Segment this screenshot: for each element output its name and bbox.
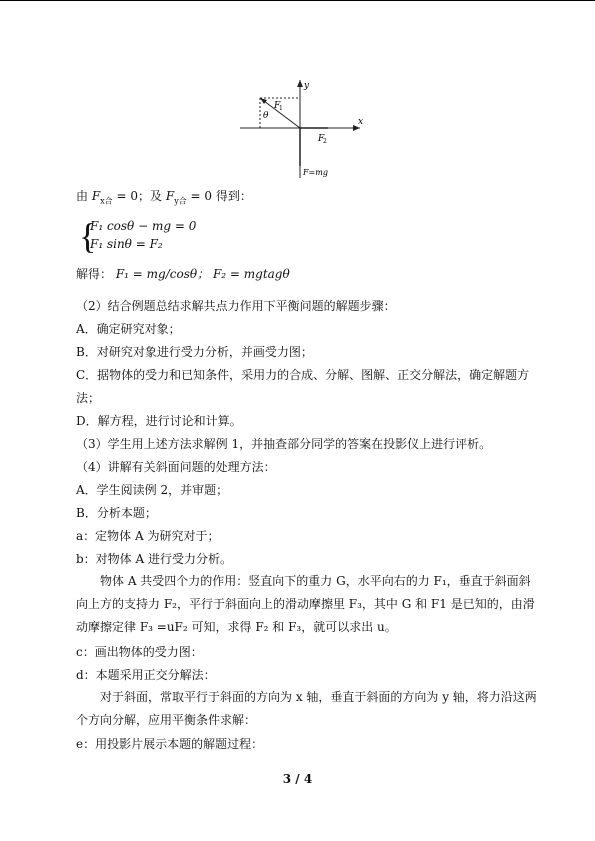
- paragraph-forces: 物体 A 共受四个力的作用：竖直向下的重力 G，水平向右的力 F₁，垂直于斜面斜向上方的支持力 F₂，平行于斜面向上的滑动摩擦里 F₃，其中 G 和 F1 是已知的，由滑动摩擦定律 F₃ =uF₂ 可知，求得 F₂ 和 F₃，就可以求出 u。: [76, 574, 535, 634]
- text-line-c: c：画出物体的受力图：: [76, 645, 203, 659]
- force-diagram: [240, 78, 370, 180]
- text-line: C．据物体的受力和已知条件，采用力的合成、分解、图解、正交分解法，确定解题方: [76, 368, 530, 382]
- f2-sub: 2: [323, 138, 327, 145]
- x-axis-label: x: [358, 117, 364, 127]
- text-line: A．确定研究对象；: [76, 322, 181, 336]
- solution-line: 解得： F₁ = mg/cosθ； F₂ = mgtagθ: [76, 267, 290, 281]
- text-line: D．解方程，进行讨论和计算。: [76, 414, 242, 428]
- text-line: 法；: [76, 391, 101, 405]
- text-line: B．对研究对象进行受力分析，并画受力图；: [76, 345, 313, 359]
- f1-sub: 1: [279, 105, 283, 112]
- y-axis-label: y: [304, 81, 310, 91]
- text-line: B．分析本题；: [76, 506, 157, 520]
- text-line: （3）学生用上述方法求解例 1，并抽查部分同学的答案在投影仪上进行评析。: [76, 437, 492, 451]
- system-brace: {: [79, 216, 97, 256]
- equation-1: F₁ cosθ − mg = 0: [90, 219, 197, 233]
- page-number: 3 / 4: [282, 772, 313, 786]
- f2-label: F: [318, 134, 325, 144]
- theta-label: θ: [263, 111, 269, 121]
- top-border: [0, 0, 595, 1]
- f1-label: F: [274, 101, 281, 111]
- paragraph-axes: 对于斜面，常取平行于斜面的方向为 x 轴，垂直于斜面的方向为 y 轴，将力沿这两个方向分解，应用平衡条件求解：: [76, 690, 537, 727]
- conclusion-line: 由 $F_{x合} = 0$；及 $F_{y合} = 0$ 得到：: [76, 189, 252, 206]
- text-line-e: e：用投影片展示本题的解题过程：: [76, 737, 264, 751]
- text-line-d: d：本题采用正交分解法：: [76, 668, 216, 682]
- gravity-label: F=mg: [303, 168, 328, 177]
- text-line: A．学生阅读例 2，并审题；: [76, 483, 229, 497]
- text-line: b：对物体 A 进行受力分析。: [76, 552, 232, 566]
- text-line: （2）结合例题总结求解共点力作用下平衡问题的解题步骤：: [76, 299, 396, 313]
- equation-2: F₁ sinθ = F₂: [90, 237, 163, 251]
- text-line: a：定物体 A 为研究对于；: [76, 529, 220, 543]
- text-line: （4）讲解有关斜面问题的处理方法：: [76, 460, 276, 474]
